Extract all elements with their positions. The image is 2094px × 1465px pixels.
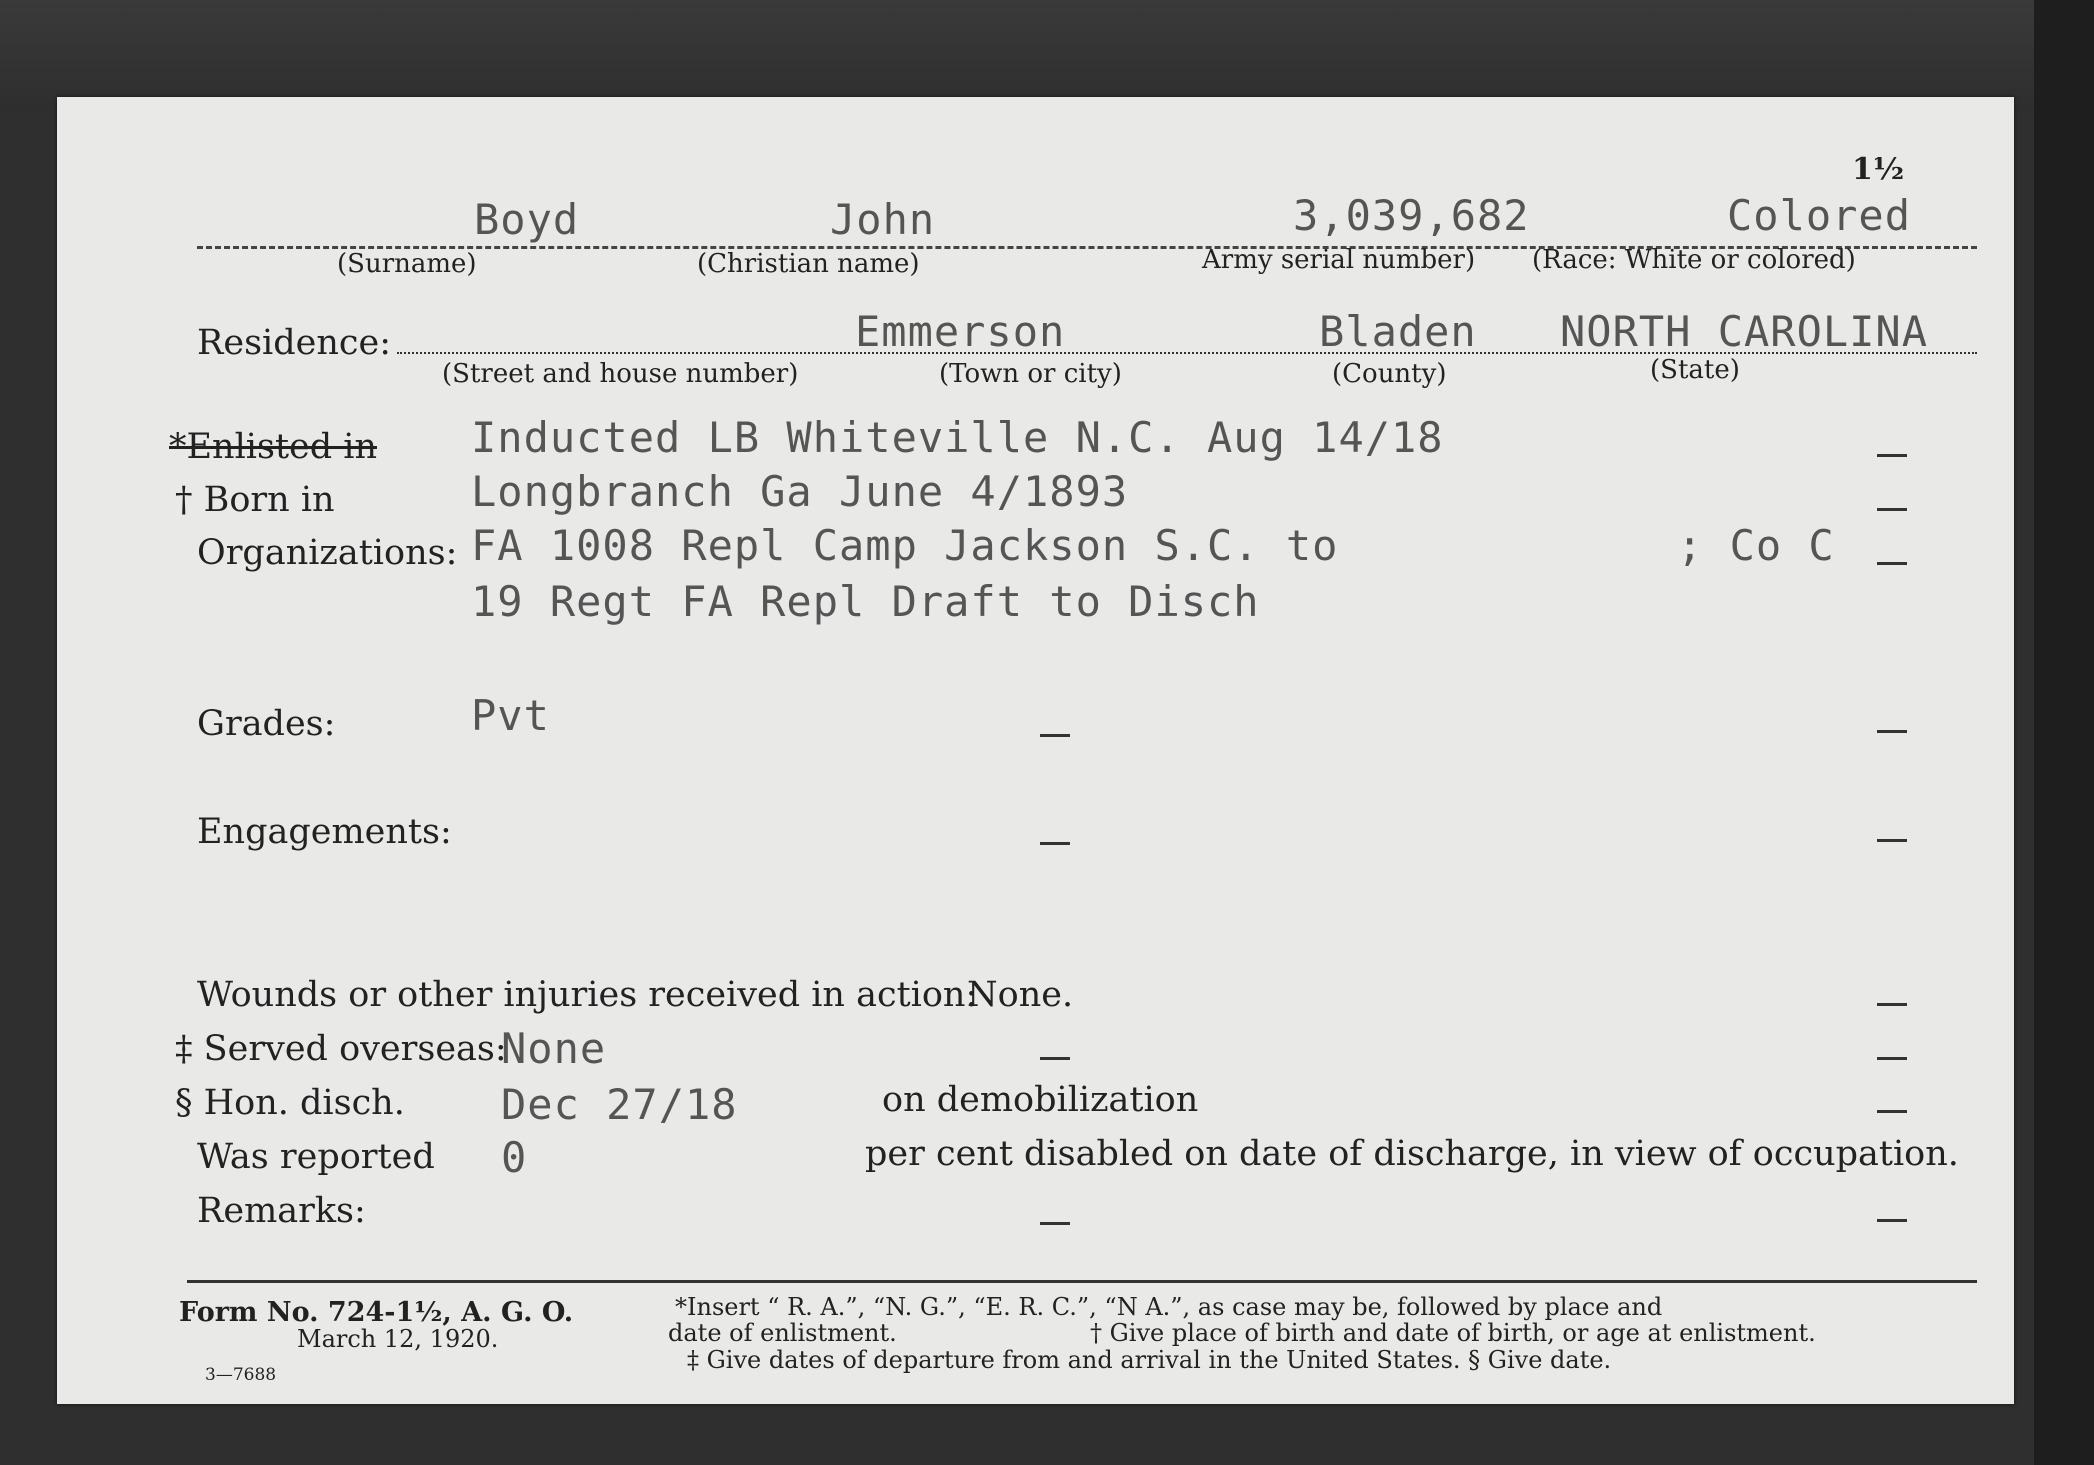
- organizations-line-1: FA 1008 Repl Camp Jackson S.C. to: [471, 521, 1339, 570]
- disabled-note: per cent disabled on date of discharge, in view of occupation.: [865, 1134, 1959, 1174]
- served-overseas-value: None: [501, 1024, 607, 1073]
- christian-name-caption: (Christian name): [697, 249, 920, 279]
- hon-disch-label: § Hon. disch.: [175, 1083, 405, 1123]
- was-reported-value: 0: [501, 1133, 528, 1182]
- overseas-mid-dash: [1040, 1057, 1070, 1060]
- town-value: Emmerson: [855, 307, 1066, 356]
- demobilization-note: on demobilization: [882, 1080, 1199, 1120]
- footnote-enlistment-cont: date of enlistment.: [668, 1319, 897, 1347]
- hon-disch-dash: [1877, 1110, 1907, 1113]
- footer-rule: [187, 1280, 1977, 1283]
- residence-dotted-line: [397, 352, 1977, 354]
- service-record-card: [57, 97, 2014, 1404]
- remarks-dash: [1877, 1219, 1907, 1222]
- scan-background-right: [2034, 0, 2094, 1465]
- organizations-line-2: 19 Regt FA Repl Draft to Disch: [471, 577, 1260, 626]
- enlisted-value: Inducted LB Whiteville N.C. Aug 14/18: [471, 413, 1444, 462]
- county-caption: (County): [1332, 359, 1447, 389]
- grades-mid-dash: [1040, 734, 1070, 737]
- serial-number-value: 3,039,682: [1293, 191, 1530, 240]
- was-reported-label: Was reported: [197, 1137, 435, 1177]
- footnote-enlistment: *Insert “ R. A.”, “N. G.”, “E. R. C.”, “N A.”, as case may be, followed by place and: [675, 1293, 1663, 1321]
- footnote-birth: † Give place of birth and date of birth, or age at enlistment.: [1090, 1319, 1816, 1347]
- grades-dash: [1877, 730, 1907, 733]
- state-caption: (State): [1650, 355, 1740, 385]
- surname-caption: (Surname): [337, 249, 477, 279]
- served-overseas-label: ‡ Served overseas:: [175, 1029, 507, 1069]
- christian-name-value: John: [830, 195, 936, 244]
- print-code: 3—7688: [205, 1365, 277, 1385]
- organizations-label: Organizations:: [197, 533, 458, 573]
- enlisted-label: *Enlisted in: [169, 427, 377, 467]
- footnote-overseas: ‡ Give dates of departure from and arrival in the United States. § Give date.: [687, 1346, 1612, 1374]
- page-number: 1½: [1852, 152, 1905, 187]
- form-date: March 12, 1920.: [297, 1325, 499, 1353]
- street-caption: (Street and house number): [442, 359, 799, 389]
- grades-label: Grades:: [197, 704, 336, 744]
- hon-disch-value: Dec 27/18: [501, 1080, 738, 1129]
- born-value: Longbranch Ga June 4/1893: [471, 467, 1129, 516]
- form-number: Form No. 724-1½, A. G. O.: [179, 1297, 574, 1328]
- town-caption: (Town or city): [939, 359, 1122, 389]
- scan-background-top: [0, 0, 2094, 110]
- wounds-dash: [1877, 1003, 1907, 1006]
- engagements-mid-dash: [1040, 842, 1070, 845]
- remarks-label: Remarks:: [197, 1191, 366, 1231]
- company-value: ; Co C: [1677, 521, 1835, 570]
- race-caption: (Race: White or colored): [1532, 245, 1856, 275]
- residence-label: Residence:: [197, 323, 391, 363]
- remarks-mid-dash: [1040, 1222, 1070, 1225]
- serial-number-caption: Army serial number): [1202, 245, 1476, 275]
- engagements-dash: [1877, 839, 1907, 842]
- overseas-dash: [1877, 1057, 1907, 1060]
- wounds-value: None.: [967, 975, 1074, 1015]
- surname-value: Boyd: [474, 195, 580, 244]
- grades-value: Pvt: [471, 691, 550, 740]
- enlisted-dash: [1877, 454, 1907, 457]
- state-value: NORTH CAROLINA: [1560, 307, 1929, 356]
- organizations-dash: [1877, 562, 1907, 565]
- wounds-label: Wounds or other injuries received in action:: [197, 975, 978, 1015]
- engagements-label: Engagements:: [197, 812, 452, 852]
- county-value: Bladen: [1319, 307, 1477, 356]
- born-label: † Born in: [175, 480, 335, 520]
- race-value: Colored: [1727, 191, 1912, 240]
- born-dash: [1877, 508, 1907, 511]
